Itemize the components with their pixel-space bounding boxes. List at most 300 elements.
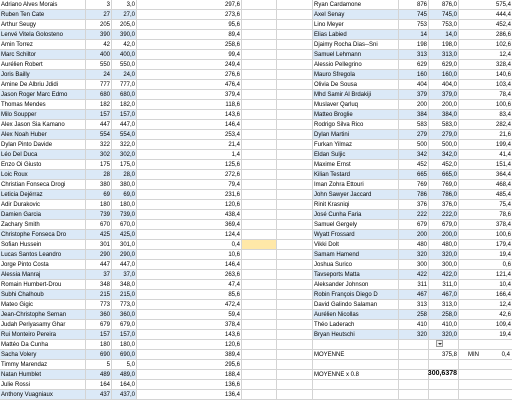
name-cell[interactable]: Amine De Albriu Jdidi	[0, 80, 86, 90]
score-decimal-cell[interactable]: 489,0	[112, 370, 137, 380]
score-cell[interactable]: 205	[86, 20, 112, 30]
difference-cell[interactable]: 472,4	[137, 300, 242, 310]
score-decimal-cell[interactable]: 437,0	[112, 390, 137, 400]
empty-cell[interactable]	[277, 140, 313, 150]
name-cell[interactable]: Djaimy Rocha Dias--Sni	[313, 40, 399, 50]
score-cell[interactable]: 670	[86, 220, 112, 230]
name-cell[interactable]: Aurélien Robert	[0, 60, 86, 70]
difference-cell[interactable]: 118,6	[137, 100, 242, 110]
empty-cell[interactable]	[277, 130, 313, 140]
score-cell[interactable]: 157	[86, 110, 112, 120]
difference-cell[interactable]: 47,4	[137, 280, 242, 290]
score-cell[interactable]: 753	[399, 20, 429, 30]
difference-cell[interactable]: 120,6	[137, 340, 242, 350]
empty-cell[interactable]	[242, 300, 277, 310]
score-decimal-cell[interactable]: 769,0	[429, 180, 459, 190]
difference-cell[interactable]: 452,4	[459, 20, 512, 30]
empty-cell[interactable]	[242, 320, 277, 330]
name-cell[interactable]: Enzo Oi Giusto	[0, 160, 86, 170]
empty-cell[interactable]	[242, 270, 277, 280]
score-cell[interactable]: 422	[399, 270, 429, 280]
score-cell[interactable]: 27	[86, 10, 112, 20]
name-cell[interactable]: Marc Schiltor	[0, 50, 86, 60]
name-cell[interactable]: Elias Labied	[313, 30, 399, 40]
score-cell[interactable]: 679	[86, 320, 112, 330]
name-cell[interactable]: Judah Periyasamy Ghar	[0, 320, 86, 330]
name-cell[interactable]: Zachary Smith	[0, 220, 86, 230]
score-cell[interactable]: 42	[86, 40, 112, 50]
empty-cell[interactable]	[277, 120, 313, 130]
name-cell[interactable]: Rinit Krasniqi	[313, 200, 399, 210]
score-decimal-cell[interactable]: 554,0	[112, 130, 137, 140]
difference-cell[interactable]: 249,4	[137, 60, 242, 70]
empty-cell[interactable]	[242, 330, 277, 340]
empty-cell[interactable]	[242, 230, 277, 240]
empty-cell[interactable]	[277, 10, 313, 20]
score-decimal-cell[interactable]: 583,0	[429, 120, 459, 130]
difference-cell[interactable]: 282,4	[459, 120, 512, 130]
empty-cell[interactable]	[277, 160, 313, 170]
empty-cell[interactable]	[242, 260, 277, 270]
score-cell[interactable]: 348	[86, 280, 112, 290]
name-cell[interactable]: Tavseports Matta	[313, 270, 399, 280]
score-decimal-cell[interactable]: 200,0	[429, 100, 459, 110]
empty-cell[interactable]	[399, 390, 429, 400]
score-decimal-cell[interactable]: 27,0	[112, 10, 137, 20]
score-cell[interactable]: 437	[86, 390, 112, 400]
empty-cell[interactable]	[277, 100, 313, 110]
empty-cell[interactable]	[459, 380, 512, 390]
empty-cell[interactable]	[459, 370, 512, 380]
score-cell[interactable]: 290	[86, 250, 112, 260]
score-decimal-cell[interactable]: 180,0	[112, 200, 137, 210]
score-cell[interactable]: 180	[86, 340, 112, 350]
name-cell[interactable]: Rui Monteiro Pereira	[0, 330, 86, 340]
score-cell[interactable]: 301	[86, 240, 112, 250]
score-decimal-cell[interactable]: 379,0	[429, 90, 459, 100]
score-cell[interactable]: 447	[86, 120, 112, 130]
difference-cell[interactable]: 140,6	[459, 70, 512, 80]
empty-cell[interactable]	[313, 360, 399, 370]
empty-cell[interactable]	[242, 220, 277, 230]
score-decimal-cell[interactable]: 279,0	[429, 130, 459, 140]
empty-cell[interactable]	[242, 70, 277, 80]
name-cell[interactable]: Adriano Alves Morais	[0, 0, 86, 10]
difference-cell[interactable]: 231,6	[137, 190, 242, 200]
score-cell[interactable]: 69	[86, 190, 112, 200]
name-cell[interactable]: Amin Torrez	[0, 40, 86, 50]
name-cell[interactable]: Dylan Pinto Davide	[0, 140, 86, 150]
score-decimal-cell[interactable]: 205,0	[112, 20, 137, 30]
empty-cell[interactable]	[242, 150, 277, 160]
score-decimal-cell[interactable]: 376,0	[429, 200, 459, 210]
score-cell[interactable]: 629	[399, 60, 429, 70]
name-cell[interactable]: Christophe Fonseca Dro	[0, 230, 86, 240]
empty-cell[interactable]	[242, 100, 277, 110]
name-cell[interactable]: Joris Bailly	[0, 70, 86, 80]
score-cell[interactable]: 379	[399, 90, 429, 100]
name-cell[interactable]: José Cunha Faria	[313, 210, 399, 220]
name-cell[interactable]: Sofian Hussein	[0, 240, 86, 250]
score-cell[interactable]: 342	[399, 150, 429, 160]
score-decimal-cell[interactable]: 215,0	[112, 290, 137, 300]
name-cell[interactable]: Alex Jason Sia Kamano	[0, 120, 86, 130]
score-decimal-cell[interactable]: 348,0	[112, 280, 137, 290]
score-cell[interactable]: 777	[86, 80, 112, 90]
empty-cell[interactable]	[277, 250, 313, 260]
difference-cell[interactable]: 99,4	[137, 50, 242, 60]
score-decimal-cell[interactable]: 679,0	[429, 220, 459, 230]
score-decimal-cell[interactable]: 175,0	[112, 160, 137, 170]
name-cell[interactable]: Wyatt Frossard	[313, 230, 399, 240]
difference-cell[interactable]: 286,6	[459, 30, 512, 40]
score-decimal-cell[interactable]: 447,0	[112, 260, 137, 270]
name-cell[interactable]: Vikki Dolt	[313, 240, 399, 250]
score-cell[interactable]: 313	[399, 50, 429, 60]
difference-cell[interactable]: 125,6	[137, 160, 242, 170]
score-cell[interactable]: 400	[86, 50, 112, 60]
difference-cell[interactable]: 276,6	[137, 70, 242, 80]
score-cell[interactable]: 3	[86, 0, 112, 10]
score-cell[interactable]: 376	[399, 200, 429, 210]
difference-cell[interactable]: 120,6	[137, 200, 242, 210]
difference-cell[interactable]: 109,4	[459, 320, 512, 330]
score-cell[interactable]: 200	[399, 100, 429, 110]
name-cell[interactable]: Jean-Christophe Sernan	[0, 310, 86, 320]
empty-cell[interactable]	[242, 160, 277, 170]
name-cell[interactable]: Samuel Gergely	[313, 220, 399, 230]
empty-cell[interactable]	[277, 200, 313, 210]
name-cell[interactable]: Subhi Chalhoub	[0, 290, 86, 300]
name-cell[interactable]: Lenvé Vitela Golosteno	[0, 30, 86, 40]
score-cell[interactable]: 5	[86, 360, 112, 370]
score-cell[interactable]: 680	[86, 90, 112, 100]
score-decimal-cell[interactable]: 301,0	[112, 240, 137, 250]
score-decimal-cell[interactable]: 670,0	[112, 220, 137, 230]
score-decimal-cell[interactable]: 745,0	[429, 10, 459, 20]
empty-cell[interactable]	[277, 50, 313, 60]
score-cell[interactable]: 279	[399, 130, 429, 140]
empty-cell[interactable]	[242, 130, 277, 140]
difference-cell[interactable]: 272,6	[137, 170, 242, 180]
difference-cell[interactable]: 85,6	[137, 290, 242, 300]
score-decimal-cell[interactable]: 480,0	[429, 240, 459, 250]
score-cell[interactable]: 876	[399, 0, 429, 10]
difference-cell[interactable]: 476,4	[137, 80, 242, 90]
difference-cell[interactable]: 59,4	[137, 310, 242, 320]
name-cell[interactable]: John Sawyer Jaccard	[313, 190, 399, 200]
difference-cell[interactable]: 124,4	[137, 230, 242, 240]
score-cell[interactable]: 180	[86, 200, 112, 210]
score-cell[interactable]: 745	[399, 10, 429, 20]
difference-cell[interactable]: 188,4	[137, 370, 242, 380]
name-cell[interactable]: Mhd Samir Al Brdakiji	[313, 90, 399, 100]
name-cell[interactable]: David Galindo Salaman	[313, 300, 399, 310]
name-cell[interactable]: Jason Roger Marc Edmo	[0, 90, 86, 100]
score-decimal-cell[interactable]: 422,0	[429, 270, 459, 280]
name-cell[interactable]: Rodrigo Silva Rico	[313, 120, 399, 130]
name-cell[interactable]: Ryan Cardamone	[313, 0, 399, 10]
score-cell[interactable]: 311	[399, 280, 429, 290]
name-cell[interactable]: Christian Fonseca Drogi	[0, 180, 86, 190]
empty-cell[interactable]	[242, 380, 277, 390]
empty-cell[interactable]	[242, 250, 277, 260]
difference-cell[interactable]: 379,4	[137, 90, 242, 100]
empty-cell[interactable]	[277, 370, 313, 380]
difference-cell[interactable]: 12,4	[459, 300, 512, 310]
empty-cell[interactable]	[399, 340, 429, 350]
score-decimal-cell[interactable]: 157,0	[112, 110, 137, 120]
score-decimal-cell[interactable]: 320,0	[429, 330, 459, 340]
empty-cell[interactable]	[277, 60, 313, 70]
score-decimal-cell[interactable]: 680,0	[112, 90, 137, 100]
empty-cell[interactable]	[277, 390, 313, 400]
score-cell[interactable]: 322	[86, 140, 112, 150]
score-cell[interactable]: 583	[399, 120, 429, 130]
difference-cell[interactable]: 103,4	[459, 80, 512, 90]
difference-cell[interactable]: 19,4	[459, 330, 512, 340]
score-decimal-cell[interactable]: 290,0	[112, 250, 137, 260]
name-cell[interactable]: Bryan Heutschi	[313, 330, 399, 340]
score-decimal-cell[interactable]: 311,0	[429, 280, 459, 290]
score-decimal-cell[interactable]: 320,0	[429, 250, 459, 260]
name-cell[interactable]: Lino Meyer	[313, 20, 399, 30]
score-cell[interactable]: 447	[86, 260, 112, 270]
score-cell[interactable]: 500	[399, 140, 429, 150]
score-cell[interactable]: 164	[86, 380, 112, 390]
empty-cell[interactable]	[277, 30, 313, 40]
difference-cell[interactable]: 95,6	[137, 20, 242, 30]
difference-cell[interactable]: 364,4	[459, 170, 512, 180]
difference-cell[interactable]: 0,4	[137, 240, 242, 250]
score-decimal-cell[interactable]: 313,0	[429, 50, 459, 60]
score-decimal-cell[interactable]: 5,0	[112, 360, 137, 370]
name-cell[interactable]: Romain Humbert-Drou	[0, 280, 86, 290]
empty-cell[interactable]	[277, 70, 313, 80]
name-cell[interactable]: Iman Zohra Ettouri	[313, 180, 399, 190]
name-cell[interactable]: Robin François Diego D	[313, 290, 399, 300]
name-cell[interactable]: Joshua Surico	[313, 260, 399, 270]
score-cell[interactable]: 390	[86, 30, 112, 40]
difference-cell[interactable]: 179,4	[459, 240, 512, 250]
score-cell[interactable]: 258	[399, 310, 429, 320]
empty-cell[interactable]	[277, 360, 313, 370]
empty-cell[interactable]	[277, 190, 313, 200]
difference-cell[interactable]: 295,6	[137, 360, 242, 370]
score-decimal-cell[interactable]: 876,0	[429, 0, 459, 10]
empty-cell[interactable]	[277, 170, 313, 180]
score-decimal-cell[interactable]: 222,0	[429, 210, 459, 220]
name-cell[interactable]: Léo Del Duca	[0, 150, 86, 160]
empty-cell[interactable]	[277, 20, 313, 30]
score-cell[interactable]: 360	[86, 310, 112, 320]
score-cell[interactable]: 404	[399, 80, 429, 90]
name-cell[interactable]: Alessia Manraj	[0, 270, 86, 280]
score-decimal-cell[interactable]: 24,0	[112, 70, 137, 80]
name-cell[interactable]: Thomas Mendes	[0, 100, 86, 110]
empty-cell[interactable]	[277, 350, 313, 360]
score-cell[interactable]: 410	[399, 320, 429, 330]
name-cell[interactable]: Axel Senay	[313, 10, 399, 20]
difference-cell[interactable]: 369,4	[137, 220, 242, 230]
score-decimal-cell[interactable]: 404,0	[429, 80, 459, 90]
name-cell[interactable]: Loic Roux	[0, 170, 86, 180]
empty-cell[interactable]	[242, 290, 277, 300]
difference-cell[interactable]: 166,4	[459, 290, 512, 300]
empty-cell[interactable]	[242, 50, 277, 60]
difference-cell[interactable]: 136,4	[137, 390, 242, 400]
score-decimal-cell[interactable]: 786,0	[429, 190, 459, 200]
name-cell[interactable]: Lucas Santos Leandro	[0, 250, 86, 260]
difference-cell[interactable]: 297,6	[137, 0, 242, 10]
name-cell[interactable]: Samam Hamend	[313, 250, 399, 260]
name-cell[interactable]: Muslaver Qarluq	[313, 100, 399, 110]
difference-cell[interactable]: 253,4	[137, 130, 242, 140]
name-cell[interactable]: Samuel Lehmann	[313, 50, 399, 60]
score-cell[interactable]: 690	[86, 350, 112, 360]
empty-cell[interactable]	[242, 80, 277, 90]
autofill-options-icon[interactable]	[436, 340, 443, 347]
score-decimal-cell[interactable]: 42,0	[112, 40, 137, 50]
score-cell[interactable]: 37	[86, 270, 112, 280]
difference-cell[interactable]: 10,6	[137, 250, 242, 260]
empty-cell[interactable]	[429, 390, 459, 400]
empty-cell[interactable]	[242, 30, 277, 40]
score-cell[interactable]: 222	[399, 210, 429, 220]
score-decimal-cell[interactable]: 69,0	[112, 190, 137, 200]
empty-cell[interactable]	[242, 10, 277, 20]
min-value[interactable]: 0,4	[501, 352, 510, 358]
moyenne-value[interactable]: 375,8	[429, 350, 459, 360]
difference-cell[interactable]: 273,6	[137, 10, 242, 20]
score-decimal-cell[interactable]: 322,0	[112, 140, 137, 150]
score-cell[interactable]: 480	[399, 240, 429, 250]
difference-cell[interactable]: 79,4	[137, 180, 242, 190]
score-cell[interactable]: 679	[399, 220, 429, 230]
score-cell[interactable]: 313	[399, 300, 429, 310]
name-cell[interactable]: Timmy Marendaz	[0, 360, 86, 370]
difference-cell[interactable]: 19,4	[459, 250, 512, 260]
name-cell[interactable]: Aleksander Johnson	[313, 280, 399, 290]
score-cell[interactable]: 14	[399, 30, 429, 40]
score-decimal-cell[interactable]: 753,0	[429, 20, 459, 30]
name-cell[interactable]: Aurélien Nicollas	[313, 310, 399, 320]
score-decimal-cell[interactable]: 400,0	[112, 50, 137, 60]
empty-cell[interactable]	[277, 80, 313, 90]
empty-cell[interactable]	[242, 60, 277, 70]
name-cell[interactable]: Mattéo Da Cunha	[0, 340, 86, 350]
empty-cell[interactable]	[242, 370, 277, 380]
empty-cell[interactable]	[313, 340, 399, 350]
difference-cell[interactable]: 199,4	[459, 140, 512, 150]
difference-cell[interactable]: 143,6	[137, 110, 242, 120]
score-cell[interactable]: 384	[399, 110, 429, 120]
score-cell[interactable]: 452	[399, 160, 429, 170]
empty-cell[interactable]	[242, 170, 277, 180]
difference-cell[interactable]: 89,4	[137, 30, 242, 40]
empty-cell[interactable]	[277, 180, 313, 190]
score-decimal-cell[interactable]: 198,0	[429, 40, 459, 50]
score-decimal-cell[interactable]: 157,0	[112, 330, 137, 340]
score-decimal-cell[interactable]: 629,0	[429, 60, 459, 70]
difference-cell[interactable]: 100,6	[459, 100, 512, 110]
score-decimal-cell[interactable]: 380,0	[112, 180, 137, 190]
score-decimal-cell[interactable]: 500,0	[429, 140, 459, 150]
empty-cell[interactable]	[242, 120, 277, 130]
score-decimal-cell[interactable]: 452,0	[429, 160, 459, 170]
score-decimal-cell[interactable]: 679,0	[112, 320, 137, 330]
empty-cell[interactable]	[277, 270, 313, 280]
empty-cell[interactable]	[242, 200, 277, 210]
empty-cell[interactable]	[242, 90, 277, 100]
score-cell[interactable]: 215	[86, 290, 112, 300]
empty-cell[interactable]	[277, 230, 313, 240]
name-cell[interactable]: Leticia Dejérraz	[0, 190, 86, 200]
name-cell[interactable]: Théo Laderach	[313, 320, 399, 330]
score-decimal-cell[interactable]: 773,0	[112, 300, 137, 310]
score-cell[interactable]: 157	[86, 330, 112, 340]
difference-cell[interactable]: 78,4	[459, 90, 512, 100]
difference-cell[interactable]: 75,4	[459, 200, 512, 210]
score-cell[interactable]: 489	[86, 370, 112, 380]
score-decimal-cell[interactable]: 28,0	[112, 170, 137, 180]
name-cell[interactable]: Sacha Volery	[0, 350, 86, 360]
name-cell[interactable]: Adir Durakovic	[0, 200, 86, 210]
difference-cell[interactable]: 146,4	[137, 120, 242, 130]
moyenne-x08-value[interactable]: 300,6378	[427, 370, 457, 377]
empty-cell[interactable]	[242, 0, 277, 10]
empty-cell[interactable]	[242, 180, 277, 190]
name-cell[interactable]: Natan Humblet	[0, 370, 86, 380]
empty-cell[interactable]	[277, 90, 313, 100]
empty-cell[interactable]	[313, 380, 399, 390]
score-cell[interactable]: 28	[86, 170, 112, 180]
name-cell[interactable]: Dylan Martini	[313, 130, 399, 140]
difference-cell[interactable]: 42,6	[459, 310, 512, 320]
score-decimal-cell[interactable]: 200,0	[429, 230, 459, 240]
empty-cell[interactable]	[242, 190, 277, 200]
score-decimal-cell[interactable]: 180,0	[112, 340, 137, 350]
difference-cell[interactable]: 10,4	[459, 280, 512, 290]
score-decimal-cell[interactable]: 690,0	[112, 350, 137, 360]
difference-cell[interactable]: 21,4	[137, 140, 242, 150]
difference-cell[interactable]: 389,4	[137, 350, 242, 360]
empty-cell[interactable]	[459, 340, 512, 350]
score-decimal-cell[interactable]: 665,0	[429, 170, 459, 180]
difference-cell[interactable]: 444,4	[459, 10, 512, 20]
name-cell[interactable]: Mauro Sfregola	[313, 70, 399, 80]
score-cell[interactable]: 198	[399, 40, 429, 50]
difference-cell[interactable]: 143,6	[137, 330, 242, 340]
score-cell[interactable]: 769	[399, 180, 429, 190]
score-cell[interactable]: 665	[399, 170, 429, 180]
score-decimal-cell[interactable]: 160,0	[429, 70, 459, 80]
name-cell[interactable]: Kilian Testard	[313, 170, 399, 180]
score-decimal-cell[interactable]: 410,0	[429, 320, 459, 330]
score-cell[interactable]: 182	[86, 100, 112, 110]
score-cell[interactable]: 24	[86, 70, 112, 80]
empty-cell[interactable]	[459, 390, 512, 400]
score-decimal-cell[interactable]: 550,0	[112, 60, 137, 70]
score-cell[interactable]: 300	[399, 260, 429, 270]
empty-cell[interactable]	[242, 110, 277, 120]
score-cell[interactable]: 320	[399, 250, 429, 260]
score-decimal-cell[interactable]: 302,0	[112, 150, 137, 160]
name-cell[interactable]: Eldan Suljic	[313, 150, 399, 160]
name-cell[interactable]: Arthur Seugy	[0, 20, 86, 30]
score-cell[interactable]: 425	[86, 230, 112, 240]
name-cell[interactable]: Milo Soupper	[0, 110, 86, 120]
